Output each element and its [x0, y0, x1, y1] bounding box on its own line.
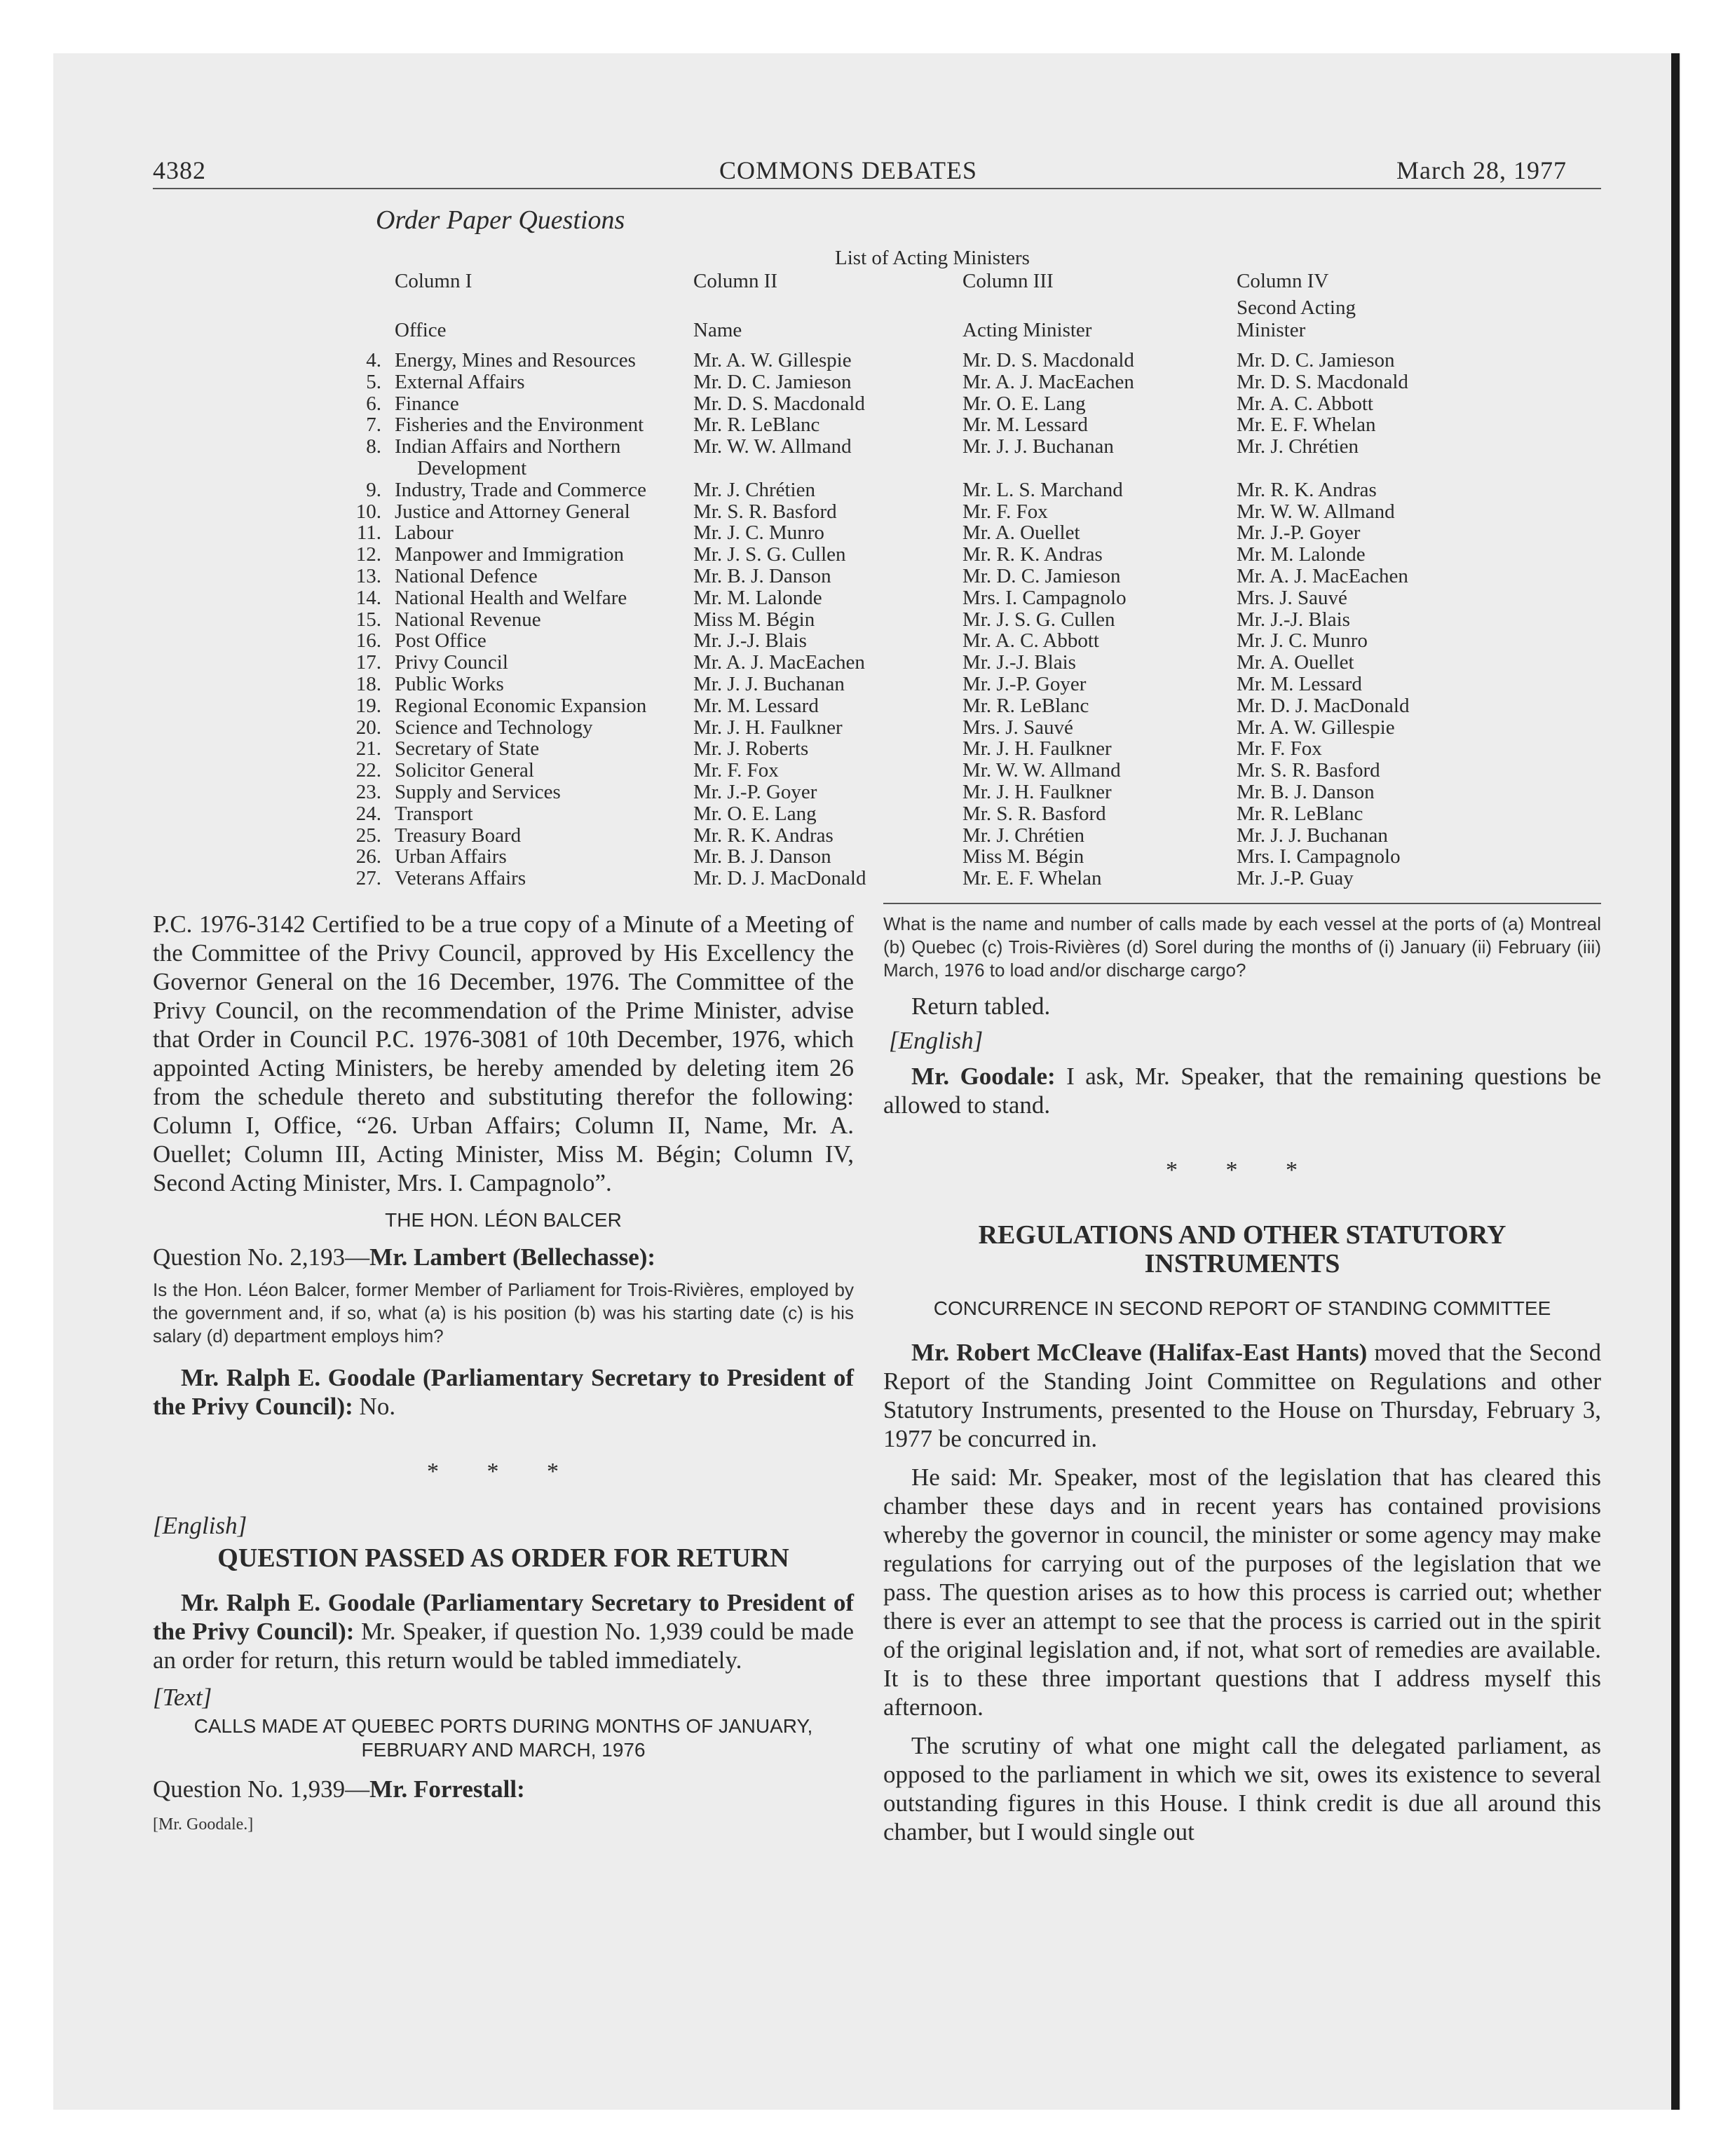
- right-column: [883, 913, 1601, 1846]
- row-number: 22.: [355, 759, 381, 782]
- second-acting-cell: Mr. J.-J. Blais: [1237, 608, 1350, 631]
- office-cell: Labour: [395, 521, 454, 545]
- name-cell: Mr. W. W. Allmand: [693, 435, 852, 458]
- question-1939-text: What is the name and number of calls made by each vessel at the ports of (a) Montreal (b) Quebec (c) Trois-Rivières (d) Sorel during the months of (i) January (ii) February (iii) March, 1976 to load and/or discharge cargo?: [883, 913, 1601, 981]
- row-number: 13.: [355, 565, 381, 587]
- name-cell: Mr. A. J. MacEachen: [693, 651, 865, 674]
- table-row: [336, 479, 1458, 500]
- name-cell: Miss M. Bégin: [693, 608, 815, 631]
- acting-minister-cell: Mr. J. H. Faulkner: [962, 737, 1112, 760]
- row-number: 26.: [355, 845, 381, 868]
- name-cell: Mr. J. C. Munro: [693, 521, 824, 545]
- acting-minister-cell: Mr. M. Lessard: [962, 414, 1088, 437]
- office-cell: Supply and Services: [395, 781, 561, 803]
- office-cell-continuation: Development: [417, 457, 527, 479]
- table-row: [336, 737, 1458, 759]
- column-subheader-1: Office: [395, 319, 447, 341]
- question-1939-member: Mr. Forrestall:: [369, 1775, 525, 1803]
- acting-minister-cell: Mr. J.-P. Goyer: [962, 673, 1087, 695]
- table-caption: List of Acting Ministers: [835, 247, 1030, 269]
- goodale-stand-speaker: Mr. Goodale:: [911, 1063, 1056, 1090]
- acting-minister-cell: Mr. J. H. Faulkner: [962, 781, 1112, 803]
- acting-minister-cell: Mr. L. S. Marchand: [962, 478, 1123, 501]
- return-tabled: Return tabled.: [911, 992, 1051, 1020]
- page-number: 4382: [153, 156, 206, 184]
- goodale-return-text: Mr. Speaker, if question No. 1,939 could be made an order for return, this return would be tabled immediately.: [153, 1618, 854, 1674]
- row-number: 8.: [366, 435, 381, 458]
- acting-minister-cell: Mrs. I. Campagnolo: [962, 586, 1127, 609]
- name-cell: Mr. J.-P. Goyer: [693, 781, 817, 803]
- row-number: 12.: [355, 543, 381, 566]
- second-acting-cell: Mr. J. J. Buchanan: [1237, 824, 1388, 847]
- acting-minister-cell: Mr. J. J. Buchanan: [962, 435, 1114, 458]
- goodale-answer-text: No.: [353, 1393, 396, 1420]
- row-number: 27.: [355, 867, 381, 890]
- publication-title: COMMONS DEBATES: [719, 156, 978, 184]
- paragraph-he-said: He said: Mr. Speaker, most of the legislation that has cleared this chamber these days and in recent years has contained provisions whereby the governor in council, the minister or some agency may make regulations for carrying out of the purposes of the legislation that we pass. The question arises as to how this process is carried out; whether there is ever an attempt to see that the process is carried out in the spirit of the original legislation and, if not, what sort of remedies are available. It is to these three important questions that I address myself this afternoon.: [883, 1464, 1601, 1721]
- table-row: [336, 565, 1458, 587]
- balcer-heading: THE HON. LÉON BALCER: [385, 1209, 622, 1231]
- acting-minister-cell: Mr. F. Fox: [962, 500, 1048, 523]
- mccleave-text: moved that the Second Report of the Standing Joint Committee on Regulations and other Statutory Instruments, presented to the House on Thursday, February 3, 1977 be concurred in.: [883, 1339, 1601, 1452]
- row-number: 20.: [355, 716, 381, 739]
- second-acting-cell: Mr. A. J. MacEachen: [1237, 565, 1408, 587]
- acting-minister-cell: Mr. R. LeBlanc: [962, 694, 1089, 717]
- regulations-heading: REGULATIONS AND OTHER STATUTORY INSTRUMENTS: [978, 1220, 1506, 1278]
- name-cell: Mr. O. E. Lang: [693, 802, 817, 825]
- question-passed-heading: QUESTION PASSED AS ORDER FOR RETURN: [217, 1543, 789, 1573]
- pc-paragraph: P.C. 1976-3142 Certified to be a true copy of a Minute of a Meeting of the Committee of the Privy Council, approved by His Excellency the Governor General on the 16 December, 1976. The Committee of the Privy Council, on the recommendation of the Prime Minister, advise that Order in Council P.C. 1976-3081 of 10th December, 1976, which appointed Acting Ministers, be hereby amended by deleting item 26 from the schedule thereto and substituting therefor the following: Column I, Office, “26. Urban Affairs; Column II, Name, Mr. A. Ouellet; Column III, Acting Minister, Miss M. Bégin; Column IV, Second Acting Minister, Mrs. I. Campagnolo”.: [153, 910, 854, 1196]
- acting-minister-cell: Mr. A. Ouellet: [962, 521, 1080, 545]
- table-row: [336, 587, 1458, 608]
- name-cell: Mr. D. S. Macdonald: [693, 392, 865, 415]
- column-subheader-4-line1: Second Acting: [1237, 296, 1356, 319]
- office-cell: Energy, Mines and Resources: [395, 349, 636, 371]
- row-number: 7.: [366, 414, 381, 437]
- acting-minister-cell: Mr. J. S. G. Cullen: [962, 608, 1115, 631]
- second-acting-cell: Mr. J.-P. Goyer: [1237, 521, 1361, 545]
- paragraph-scrutiny: The scrutiny of what one might call the delegated parliament, as opposed to the parliament in which we sit, owes its existence to several outstanding figures in this House. I think credit is due all around this chamber, but I would single out: [883, 1732, 1601, 1845]
- table-row: [336, 521, 1458, 543]
- office-cell: External Affairs: [395, 370, 525, 393]
- column-subheader-4-line2: Minister: [1237, 319, 1306, 341]
- acting-minister-cell: Mr. D. C. Jamieson: [962, 565, 1121, 587]
- second-acting-cell: Mr. R. LeBlanc: [1237, 802, 1363, 825]
- name-cell: Mr. D. J. MacDonald: [693, 867, 866, 890]
- table-row: [336, 371, 1458, 393]
- acting-minister-cell: Mr. S. R. Basford: [962, 802, 1106, 825]
- name-cell: Mr. F. Fox: [693, 759, 779, 782]
- acting-minister-cell: Miss M. Bégin: [962, 845, 1084, 868]
- second-acting-cell: Mrs. I. Campagnolo: [1237, 845, 1401, 868]
- second-acting-cell: Mr. B. J. Danson: [1237, 781, 1375, 803]
- speaker-footer-note: [Mr. Goodale.]: [153, 1815, 254, 1834]
- calls-heading: CALLS MADE AT QUEBEC PORTS DURING MONTHS OF JANUARY, FEBRUARY AND MARCH, 1976: [193, 1715, 813, 1761]
- row-number: 5.: [366, 370, 381, 393]
- section-title: Order Paper Questions: [376, 205, 625, 235]
- concurrence-heading: CONCURRENCE IN SECOND REPORT OF STANDING COMMITTEE: [933, 1297, 1551, 1319]
- row-number: 25.: [355, 824, 381, 847]
- name-cell: Mr. S. R. Basford: [693, 500, 837, 523]
- goodale-return: [153, 1588, 854, 1674]
- second-acting-cell: Mr. D. J. MacDonald: [1237, 694, 1410, 717]
- row-number: 11.: [356, 521, 381, 545]
- second-acting-cell: Mrs. J. Sauvé: [1237, 586, 1347, 609]
- office-cell: Privy Council: [395, 651, 508, 674]
- office-cell: Fisheries and the Environment: [395, 414, 644, 437]
- second-acting-cell: Mr. A. C. Abbott: [1237, 392, 1373, 415]
- row-number: 6.: [366, 392, 381, 415]
- table-row: [336, 673, 1458, 695]
- table-row: [336, 629, 1458, 651]
- name-cell: Mr. J. S. G. Cullen: [693, 543, 846, 566]
- acting-minister-cell: Mr. D. S. Macdonald: [962, 349, 1134, 371]
- second-acting-cell: Mr. A. Ouellet: [1237, 651, 1354, 674]
- office-cell: Public Works: [395, 673, 504, 695]
- office-cell: Transport: [395, 802, 473, 825]
- table-row: [336, 435, 1458, 457]
- name-cell: Mr. D. C. Jamieson: [693, 370, 852, 393]
- acting-minister-cell: Mr. A. J. MacEachen: [962, 370, 1134, 393]
- goodale-stand-text: I ask, Mr. Speaker, that the remaining questions be allowed to stand.: [883, 1063, 1601, 1119]
- column-subheader-2: Name: [693, 319, 742, 341]
- publication-date: March 28, 1977: [1396, 156, 1567, 184]
- row-number: 15.: [355, 608, 381, 631]
- row-number: 4.: [366, 349, 381, 371]
- goodale-answer: [153, 1363, 854, 1421]
- row-number: 19.: [355, 694, 381, 717]
- name-cell: Mr. J. J. Buchanan: [693, 673, 845, 695]
- acting-minister-cell: Mr. O. E. Lang: [962, 392, 1086, 415]
- office-cell: Finance: [395, 392, 459, 415]
- table-row: [336, 695, 1458, 716]
- acting-minister-cell: Mr. J. Chrétien: [962, 824, 1084, 847]
- goodale-stand: [883, 1062, 1601, 1119]
- row-number: 9.: [366, 478, 381, 501]
- question-2193-member: Mr. Lambert (Bellechasse):: [369, 1243, 656, 1271]
- row-number: 21.: [355, 737, 381, 760]
- table-row: [336, 393, 1458, 414]
- table-row: [336, 608, 1458, 630]
- second-acting-cell: Mr. M. Lessard: [1237, 673, 1362, 695]
- row-number: 16.: [355, 629, 381, 653]
- table-row: [336, 414, 1458, 435]
- row-number: 17.: [355, 651, 381, 674]
- question-2193-prefix: Question No. 2,193—: [153, 1243, 370, 1271]
- name-cell: Mr. M. Lessard: [693, 694, 819, 717]
- second-acting-cell: Mr. J. C. Munro: [1237, 629, 1368, 653]
- acting-minister-cell: Mr. A. C. Abbott: [962, 629, 1099, 653]
- office-cell: Justice and Attorney General: [395, 500, 630, 523]
- goodale-answer-speaker: Mr. Ralph E. Goodale (Parliamentary Secretary to President of the Privy Council):: [153, 1364, 854, 1420]
- second-acting-cell: Mr. J. Chrétien: [1237, 435, 1359, 458]
- row-number: 10.: [355, 500, 381, 523]
- second-acting-cell: Mr. E. F. Whelan: [1237, 414, 1376, 437]
- table-row: [336, 824, 1458, 846]
- second-acting-cell: Mr. W. W. Allmand: [1237, 500, 1395, 523]
- name-cell: Mr. R. LeBlanc: [693, 414, 820, 437]
- table-row: [336, 781, 1458, 803]
- name-cell: Mr. J.-J. Blais: [693, 629, 807, 653]
- question-1939: [153, 1775, 854, 1803]
- name-cell: Mr. R. K. Andras: [693, 824, 834, 847]
- left-column: [153, 910, 854, 1836]
- table-row: [336, 349, 1458, 371]
- second-acting-cell: Mr. F. Fox: [1237, 737, 1322, 760]
- name-cell: Mr. A. W. Gillespie: [693, 349, 852, 371]
- row-number: 24.: [355, 802, 381, 825]
- office-cell: National Health and Welfare: [395, 586, 627, 609]
- office-cell: Treasury Board: [395, 824, 522, 847]
- goodale-return-speaker: Mr. Ralph E. Goodale (Parliamentary Secretary to President of the Privy Council):: [153, 1589, 854, 1645]
- office-cell: Secretary of State: [395, 737, 540, 760]
- header-rule: [153, 188, 1601, 189]
- table-row: [336, 716, 1458, 738]
- second-acting-cell: Mr. D. C. Jamieson: [1237, 349, 1395, 371]
- table-row: [336, 543, 1458, 565]
- mccleave-motion: [883, 1338, 1601, 1453]
- column-header-2: Column II: [693, 270, 778, 292]
- second-acting-cell: Mr. J.-P. Guay: [1237, 867, 1354, 890]
- row-number: 18.: [355, 673, 381, 695]
- office-cell: Manpower and Immigration: [395, 543, 624, 566]
- name-cell: Mr. B. J. Danson: [693, 845, 831, 868]
- office-cell: National Defence: [395, 565, 538, 587]
- table-row: [336, 803, 1458, 824]
- table-row: [336, 759, 1458, 781]
- name-cell: Mr. J. Chrétien: [693, 478, 815, 501]
- name-cell: Mr. J. H. Faulkner: [693, 716, 843, 739]
- second-acting-cell: Mr. D. S. Macdonald: [1237, 370, 1408, 393]
- office-cell: Industry, Trade and Commerce: [395, 478, 646, 501]
- row-number: 14.: [355, 586, 381, 609]
- column-header-1: Column I: [395, 270, 472, 292]
- column-header-4: Column IV: [1237, 270, 1329, 292]
- second-acting-cell: Mr. A. W. Gillespie: [1237, 716, 1395, 739]
- name-cell: Mr. M. Lalonde: [693, 586, 822, 609]
- acting-minister-cell: Mr. J.-J. Blais: [962, 651, 1076, 674]
- acting-minister-cell: Mr. W. W. Allmand: [962, 759, 1121, 782]
- table-row: [336, 500, 1458, 522]
- office-cell: Urban Affairs: [395, 845, 507, 868]
- acting-minister-cell: Mr. R. K. Andras: [962, 543, 1103, 566]
- name-cell: Mr. B. J. Danson: [693, 565, 831, 587]
- stars-separator-right: * * *: [1166, 1157, 1319, 1183]
- second-acting-cell: Mr. R. K. Andras: [1237, 478, 1377, 501]
- column-subheader-3: Acting Minister: [962, 319, 1092, 341]
- second-acting-cell: Mr. M. Lalonde: [1237, 543, 1366, 566]
- acting-minister-cell: Mr. E. F. Whelan: [962, 867, 1102, 890]
- office-cell: Post Office: [395, 629, 487, 653]
- acting-minister-cell: Mrs. J. Sauvé: [962, 716, 1073, 739]
- table-row: [336, 867, 1458, 889]
- column-header-3: Column III: [962, 270, 1054, 292]
- english-tag-left: [English]: [153, 1512, 247, 1539]
- table-row: [336, 651, 1458, 673]
- table-row: [336, 845, 1458, 867]
- mccleave-speaker: Mr. Robert McCleave (Halifax-East Hants): [911, 1339, 1368, 1366]
- office-cell: Veterans Affairs: [395, 867, 526, 890]
- question-2193-text: Is the Hon. Léon Balcer, former Member of Parliament for Trois-Rivières, employed by the government and, if so, what (a) is his position (b) was his starting date (c) is his salary (d) department employs him?: [153, 1279, 854, 1346]
- acting-ministers-table: [336, 270, 1458, 890]
- text-tag: [Text]: [153, 1684, 212, 1711]
- office-cell: Indian Affairs and Northern: [395, 435, 621, 458]
- question-2193: [153, 1243, 854, 1271]
- second-acting-cell: Mr. S. R. Basford: [1237, 759, 1380, 782]
- right-column-top-rule: [883, 903, 1601, 904]
- office-cell: Science and Technology: [395, 716, 593, 739]
- office-cell: Solicitor General: [395, 759, 534, 782]
- stars-separator-left: * * *: [427, 1459, 580, 1485]
- office-cell: National Revenue: [395, 608, 541, 631]
- english-tag-right: [English]: [889, 1027, 984, 1054]
- office-cell: Regional Economic Expansion: [395, 694, 647, 717]
- question-1939-prefix: Question No. 1,939—: [153, 1775, 370, 1803]
- row-number: 23.: [355, 781, 381, 803]
- name-cell: Mr. J. Roberts: [693, 737, 809, 760]
